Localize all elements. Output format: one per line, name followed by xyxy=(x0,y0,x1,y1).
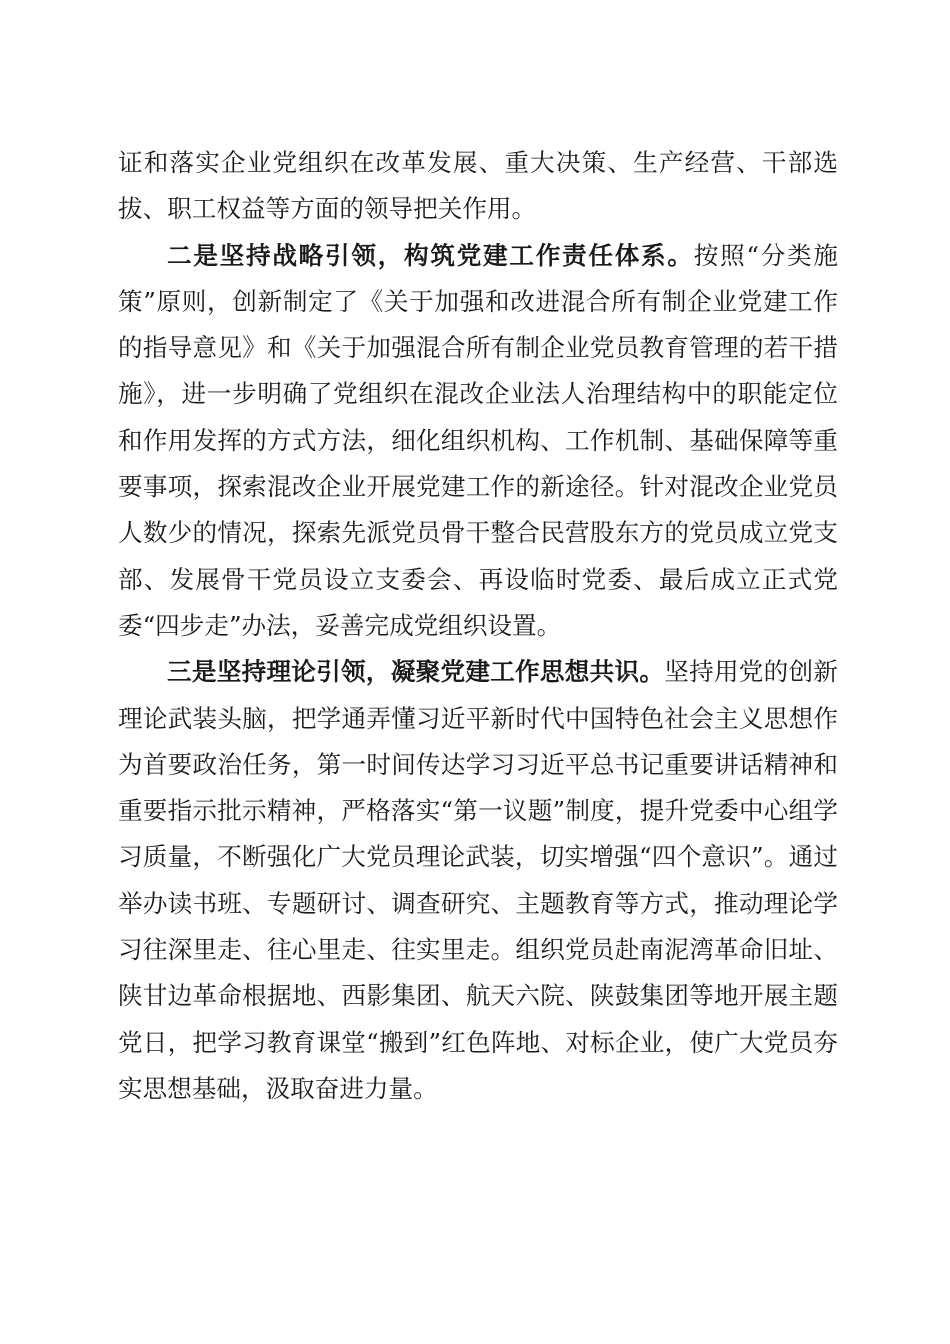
paragraph-continuation xyxy=(118,140,838,233)
document-body xyxy=(118,140,838,1112)
paragraph-body: 按照“分类施策”原则，创新制定了《关于加强和改进混合所有制企业党建工作的指导意见》和《关于加强混合所有制企业党员教育管理的若干措施》，进一步明确了党组织在混改企业法人治理结构中的职能定位和作用发挥的方式方法，细化组织机构、工作机制、基础保障等重要事项，探索混改企业开展党建工作的新途径。针对混改企业党员人数少的情况，探索先派党员骨干整合民营股东方的党员成立党支部、发展骨干党员设立支委会、再设临时党委、最后成立正式党委“四步走”办法，妥善完成党组织设置。 xyxy=(118,240,838,640)
paragraph-theory xyxy=(118,649,838,1112)
paragraph-heading: 二是坚持战略引领，构筑党建工作责任体系。 xyxy=(167,240,694,270)
paragraph-body: 坚持用党的创新理论武装头脑，把学通弄懂习近平新时代中国特色社会主义思想作为首要政治任务，第一时间传达学习习近平总书记重要讲话精神和重要指示批示精神，严格落实“第一议题”制度，提升党委中心组学习质量，不断强化广大党员理论武装，切实增强“四个意识”。通过举办读书班、专题研讨、调查研究、主题教育等方式，推动理论学习往深里走、往心里走、往实里走。组织党员赴南泥湾革命旧址、陕甘边革命根据地、西影集团、航天六院、陕鼓集团等地开展主题党日，把学习教育课堂“搬到”红色阵地、对标企业，使广大党员夯实思想基础，汲取奋进力量。 xyxy=(118,657,838,1103)
paragraph-body: 证和落实企业党组织在改革发展、重大决策、生产经营、干部选拔、职工权益等方面的领导把关作用。 xyxy=(118,148,838,224)
paragraph-heading: 三是坚持理论引领，凝聚党建工作思想共识。 xyxy=(167,657,665,687)
paragraph-strategy xyxy=(118,233,838,650)
